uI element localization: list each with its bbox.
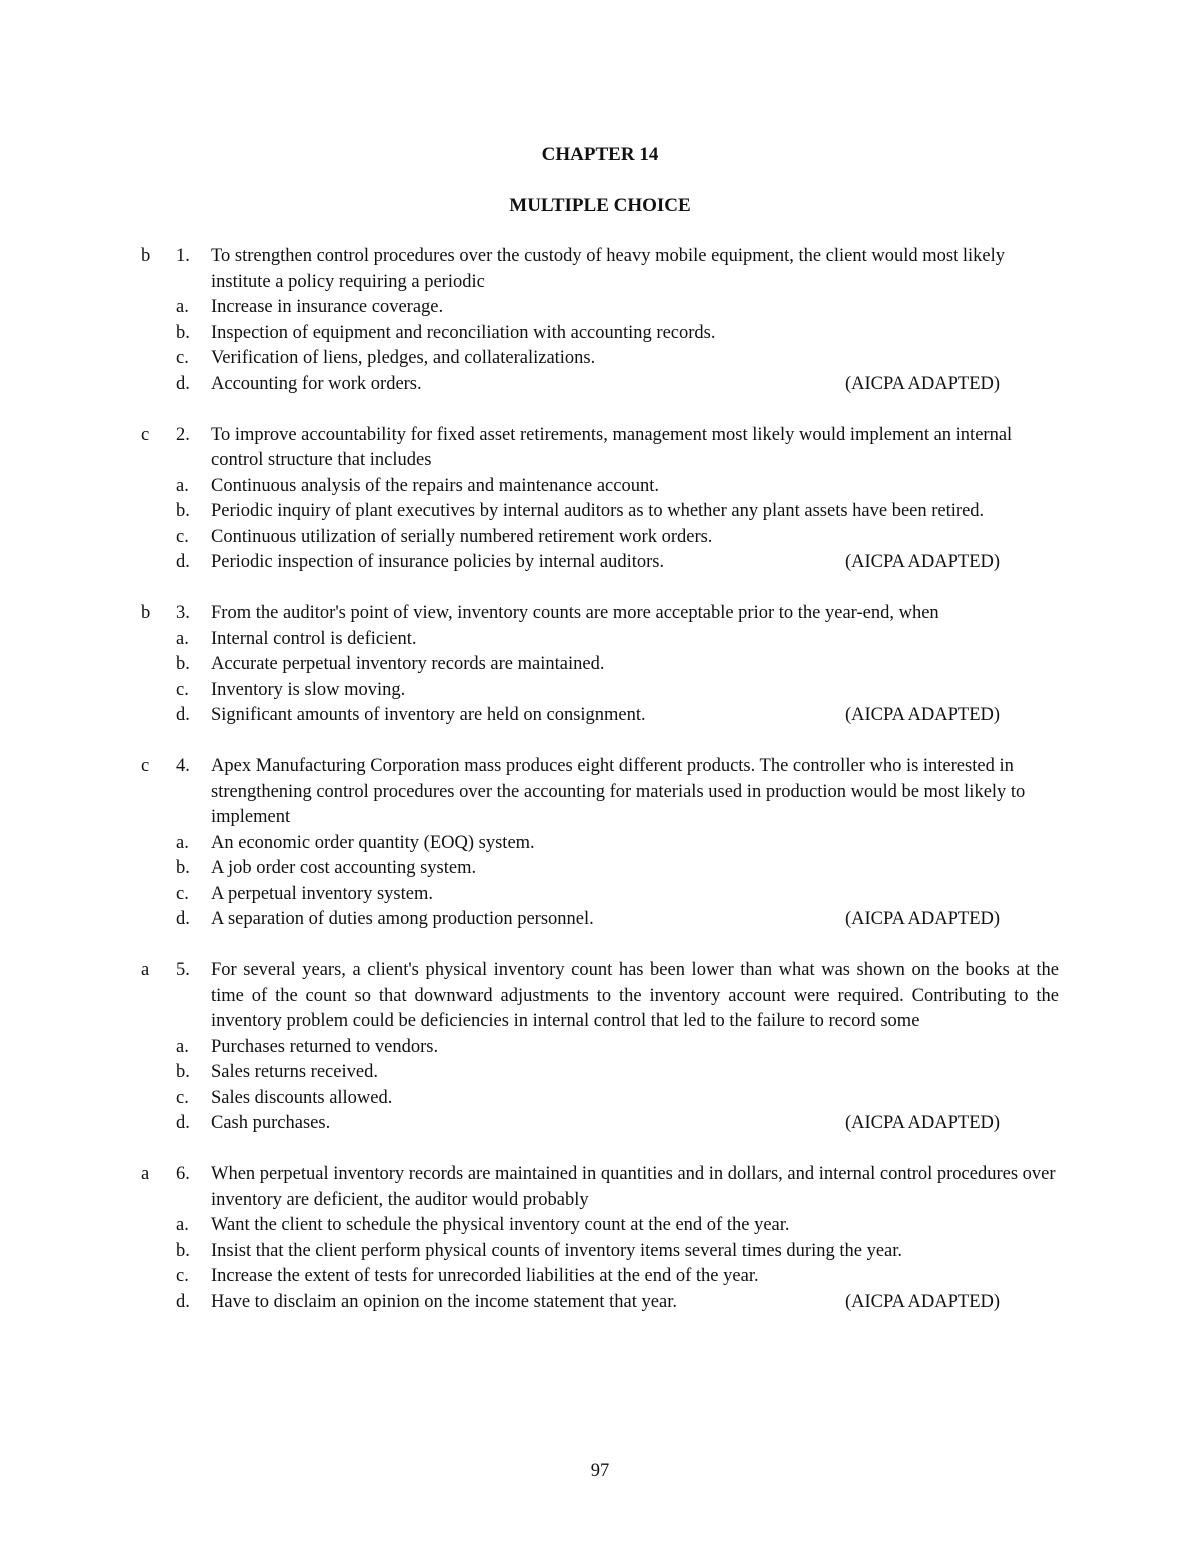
question-stem: To strengthen control procedures over the custody of heavy mobile equipment, the client would most likely institute a policy requiring a periodic xyxy=(211,246,1006,292)
option-row xyxy=(141,652,1061,678)
question-stem: For several years, a client's physical inventory count has been lower than what was shown on the books at the time of the count so that downward adjustments to the inventory account were required. Contributing to the inventory problem could be deficiencies in internal control that led to the failure to record some xyxy=(211,960,1059,1031)
question-6 xyxy=(141,1162,1061,1315)
option-letter: d. xyxy=(176,1113,190,1133)
question-2 xyxy=(141,423,1061,576)
option-text: Periodic inspection of insurance policies by internal auditors. xyxy=(211,552,665,572)
option-text: Purchases returned to vendors. xyxy=(211,1036,439,1057)
option-letter: b. xyxy=(176,501,190,521)
question-stem: When perpetual inventory records are maintained in quantities and in dollars, and internal control procedures over inventory are deficient, the auditor would probably xyxy=(211,1164,1056,1210)
option-letter: c. xyxy=(176,526,189,547)
answer-key: c xyxy=(141,424,150,445)
option-row xyxy=(141,1035,1061,1061)
option-letter: a. xyxy=(176,628,189,649)
option-text: Continuous analysis of the repairs and maintenance account. xyxy=(211,475,659,496)
source-citation: (AICPA ADAPTED) xyxy=(845,373,1001,394)
option-row xyxy=(141,1060,1061,1086)
option-text: Want the client to schedule the physical inventory count at the end of the year. xyxy=(211,1215,790,1235)
option-text: Periodic inquiry of plant executives by internal auditors as to whether any plant assets have been retired. xyxy=(211,501,985,521)
question-stem: To improve accountability for fixed asset retirements, management most likely would implement an internal control structure that includes xyxy=(211,424,1013,470)
question-3 xyxy=(141,601,1061,729)
option-row xyxy=(141,474,1061,500)
option-text: A perpetual inventory system. xyxy=(211,883,433,904)
option-text: A job order cost accounting system. xyxy=(211,858,477,878)
option-letter: a. xyxy=(176,1215,189,1235)
option-row xyxy=(141,525,1061,551)
option-letter: b. xyxy=(176,1240,190,1261)
option-row xyxy=(141,831,1061,857)
question-stem: From the auditor's point of view, inventory counts are more acceptable prior to the year-end, when xyxy=(211,603,939,623)
option-row xyxy=(141,882,1061,908)
option-row xyxy=(141,295,1061,321)
option-row xyxy=(141,907,1061,933)
chapter-title: CHAPTER 14 xyxy=(541,144,659,165)
option-text: Accurate perpetual inventory records are maintained. xyxy=(211,654,605,674)
question-stem-row xyxy=(141,958,1061,1035)
option-letter: d. xyxy=(176,909,190,929)
option-letter: a. xyxy=(176,1036,189,1057)
option-row xyxy=(141,372,1061,398)
option-text: Have to disclaim an opinion on the income statement that year. xyxy=(211,1291,677,1312)
question-list xyxy=(141,244,1061,1341)
option-letter: a. xyxy=(176,475,189,496)
option-letter: c. xyxy=(176,883,189,904)
option-text: Cash purchases. xyxy=(211,1113,331,1133)
option-letter: b. xyxy=(176,858,190,878)
option-row xyxy=(141,1290,1061,1316)
option-row xyxy=(141,346,1061,372)
option-letter: d. xyxy=(176,705,190,725)
option-letter: d. xyxy=(176,373,190,394)
option-letter: c. xyxy=(176,679,189,700)
option-row xyxy=(141,678,1061,704)
option-letter: d. xyxy=(176,552,190,572)
option-row xyxy=(141,856,1061,882)
option-text: Increase the extent of tests for unrecorded liabilities at the end of the year. xyxy=(211,1266,759,1286)
source-citation: (AICPA ADAPTED) xyxy=(845,552,1001,572)
option-row xyxy=(141,550,1061,576)
option-letter: b. xyxy=(176,654,190,674)
answer-key: a xyxy=(141,1164,150,1184)
page-number: 97 xyxy=(590,1461,610,1481)
question-stem-row xyxy=(141,423,1061,474)
question-1 xyxy=(141,244,1061,397)
option-text: Accounting for work orders. xyxy=(211,373,422,394)
option-text: Sales discounts allowed. xyxy=(211,1087,393,1108)
question-number: 6. xyxy=(176,1164,190,1184)
question-stem-row xyxy=(141,754,1061,831)
option-text: An economic order quantity (EOQ) system. xyxy=(211,832,535,853)
option-row xyxy=(141,1239,1061,1265)
option-text: A separation of duties among production personnel. xyxy=(211,909,594,929)
question-stem-row xyxy=(141,1162,1061,1213)
option-row xyxy=(141,703,1061,729)
option-row xyxy=(141,1264,1061,1290)
question-stem-row xyxy=(141,244,1061,295)
option-text: Significant amounts of inventory are held on consignment. xyxy=(211,705,646,725)
option-text: Insist that the client perform physical counts of inventory items several times during the year. xyxy=(211,1240,903,1261)
option-letter: c. xyxy=(176,348,189,368)
option-text: Sales returns received. xyxy=(211,1062,378,1082)
option-row xyxy=(141,627,1061,653)
question-stem-row xyxy=(141,601,1061,627)
option-row xyxy=(141,1111,1061,1137)
option-text: Internal control is deficient. xyxy=(211,628,417,649)
source-citation: (AICPA ADAPTED) xyxy=(845,909,1001,929)
option-text: Continuous utilization of serially numbered retirement work orders. xyxy=(211,526,713,547)
question-5 xyxy=(141,958,1061,1137)
answer-key: b xyxy=(141,246,151,266)
question-number: 3. xyxy=(176,603,190,623)
answer-key: b xyxy=(141,603,151,623)
answer-key: a xyxy=(141,960,150,980)
option-row xyxy=(141,1086,1061,1112)
option-letter: a. xyxy=(176,297,189,317)
option-letter: b. xyxy=(176,322,190,343)
option-row xyxy=(141,321,1061,347)
question-stem: Apex Manufacturing Corporation mass produces eight different products. The controller who is interested in strengthening control procedures over the accounting for materials used in production would be most likely to implement xyxy=(211,756,1026,827)
option-letter: b. xyxy=(176,1062,190,1082)
option-letter: d. xyxy=(176,1291,190,1312)
section-title: MULTIPLE CHOICE xyxy=(509,195,691,216)
option-text: Verification of liens, pledges, and collateralizations. xyxy=(211,348,596,368)
question-number: 5. xyxy=(176,960,190,980)
option-row xyxy=(141,499,1061,525)
option-letter: c. xyxy=(176,1266,189,1286)
source-citation: (AICPA ADAPTED) xyxy=(845,1113,1001,1133)
source-citation: (AICPA ADAPTED) xyxy=(845,705,1001,725)
question-4 xyxy=(141,754,1061,933)
option-text: Inspection of equipment and reconciliation with accounting records. xyxy=(211,322,716,343)
option-row xyxy=(141,1213,1061,1239)
question-number: 4. xyxy=(176,756,190,776)
option-text: Inventory is slow moving. xyxy=(211,679,406,700)
source-citation: (AICPA ADAPTED) xyxy=(845,1291,1001,1312)
option-letter: c. xyxy=(176,1087,189,1108)
option-letter: a. xyxy=(176,832,189,853)
question-number: 2. xyxy=(176,424,190,445)
question-number: 1. xyxy=(176,246,190,266)
answer-key: c xyxy=(141,756,150,776)
option-text: Increase in insurance coverage. xyxy=(211,297,444,317)
